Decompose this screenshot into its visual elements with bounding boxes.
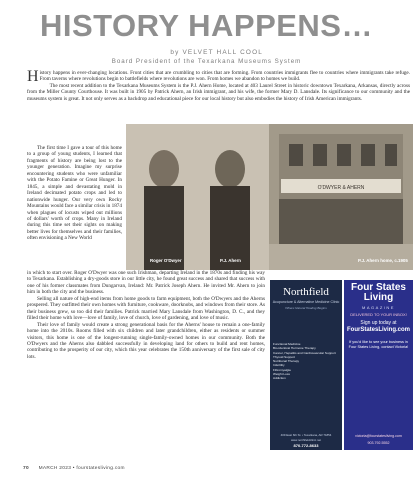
northfield-phone[interactable]: 870-772-8633	[293, 443, 319, 448]
portrait-photos	[126, 124, 269, 270]
fourstates-email[interactable]: victoria@fourstatesliving.com	[355, 434, 402, 438]
page-number: 70	[23, 466, 29, 471]
building-photo	[269, 124, 413, 270]
fourstates-tag: DELIVERED TO YOUR INBOX!	[350, 312, 407, 317]
service-item: Thyroid Support	[273, 354, 296, 359]
caption-home: P.J. Ahern home, c.1905	[358, 258, 408, 263]
fourstates-ad[interactable]	[344, 280, 413, 450]
portrait-illustration	[126, 124, 269, 270]
fourstates-phone[interactable]: 903.792.5552	[367, 441, 390, 445]
service-item: Nutritional Therapy	[273, 359, 300, 364]
photo-collage	[126, 124, 413, 270]
service-item: Bio-Identical Hormone Therapy	[273, 346, 316, 351]
service-item: Functional Medicine	[273, 342, 301, 346]
drop-cap: H	[27, 68, 39, 85]
building-illustration	[269, 124, 413, 270]
northfield-subtitle: Acupuncture & Alternative Medicine Clinic	[272, 300, 340, 304]
page-title: HISTORY HAPPENS…	[39, 8, 373, 43]
store-sign-text: O'DWYER & AHERN	[317, 185, 365, 191]
intro-section	[27, 70, 410, 102]
fourstates-cta: Sign up today at	[360, 320, 397, 326]
narrow-paragraph-1: The first time I gave a tour of this home to a group of young students, I learned that fragments of history are being lost to the younger generation. Imagine my surprise encountering students who were unfamiliar with the Potato Famine or Great Hunger. In 1845, a simple and devastating mold in Ireland decimated potato crops and led to nationwide hunger. Our very own Rocky Mountains would face a similar crisis in 1874 when plagues of locusts wiped out millions of dollars' worth of crops. Many in Ireland during this time set their sights on making better lives for themselves and their families, often envisioning a New World	[27, 145, 122, 242]
author-role: Board President of the Texarkana Museums System	[111, 58, 302, 65]
northfield-website[interactable]: www.northfieldclinic.net	[290, 438, 322, 442]
full-column	[27, 270, 265, 360]
northfield-address: 409 East 6th St. • Texarkana, AR 71854	[280, 433, 332, 437]
service-item: Fibromyalgia	[273, 367, 291, 372]
service-item: Cancer, Hepatitis and Cardiovascular Support	[273, 350, 336, 355]
service-item: Infertility	[273, 363, 285, 368]
fourstates-site[interactable]: FourStatesLiving.com	[346, 327, 410, 333]
northfield-tagline: Where Natural Healing Begins	[285, 306, 327, 310]
northfield-ad[interactable]	[270, 280, 342, 450]
full-paragraph-2: Selling all nature of high-end items from home goods to farm equipment, both the O'Dwyers and the Aherns prospered. They outfitted their own homes with furniture, cookware, doorknobs, and windows from their store. As their business grew, so too did their families. Patrick married Mary Lansdale from Washington, D. C., and they filled their home with love—love of family, love of church, love of gardening, and love of music.	[27, 295, 265, 322]
northfield-services	[273, 342, 336, 381]
issue-info: MARCH 2023 • fourstatesliving.com	[38, 466, 125, 471]
intro-paragraph	[27, 70, 410, 83]
caption-roger: Roger O'Dwyer	[150, 258, 182, 263]
northfield-logo: Northfield	[283, 286, 329, 298]
service-item: Addiction	[273, 376, 286, 381]
service-item: Weight Loss	[273, 372, 290, 377]
fourstates-feature: If you'd like to see your business in Four States Living, contact Victoria!	[348, 340, 409, 349]
caption-pj: P.J. Ahern	[220, 258, 241, 263]
intro-text: istory happens in ever-changing locations. Front cities that are crumbling to cities that are forming. From countries immigrants flee to countries where immigrants take refuge. From taverns where revolutions begin to battlefields where revolutions are won. From homes we abandon to homes we build.	[39, 70, 410, 83]
page-footer	[23, 466, 125, 471]
narrow-column	[27, 145, 122, 242]
byline: by VELVET HALL COOL	[170, 49, 263, 56]
full-paragraph-3: Their love of family would create a strong generational basis for the Aherns' house to remain a one-family home into the 2010s. Rooms filled with six children and later grandchildren, either as residents or summer visitors, this home is one of the longest-running single-family-owned homes in our community. Both the O'Dwyers and the Aherns also dabbled successfully in developing land for others to build and rent homes, contributing to the prosperity of our city, which this year celebrates the 150th anniversary of the first sale of city lots.	[27, 321, 265, 360]
fourstates-brand: Four States Living	[350, 282, 406, 303]
intro-paragraph-2: The most recent addition to the Texarkana Museums System is the P.J. Ahern Home, located at 403 Laurel Street in historic downtown Texarkana, Arkansas, directly across from the Miller County Courthouse. It was built in 1905 by Patrick Ahern, an Irish immigrant, and his wife, the former Mary D. Lansdale. Its significance to our community and the museums system is great. It not only serves as a backdrop and educational piece for our local history but also embodies the history of Irish American immigrants.	[27, 82, 410, 102]
full-paragraph-1: in which to start over. Roger O'Dwyer was one such Irishman, departing Ireland in the 1870s and finding his way to Texarkana. Establishing a dry-goods store in our little city, he found great success and shared that success with one of his former classmates from Dungarvan, Ireland: Mr. Patrick Joseph Ahern. He invited Mr. Ahern to join him in both the city and the business.	[27, 270, 265, 296]
fourstates-brand-sub: MAGAZINE	[362, 305, 395, 310]
